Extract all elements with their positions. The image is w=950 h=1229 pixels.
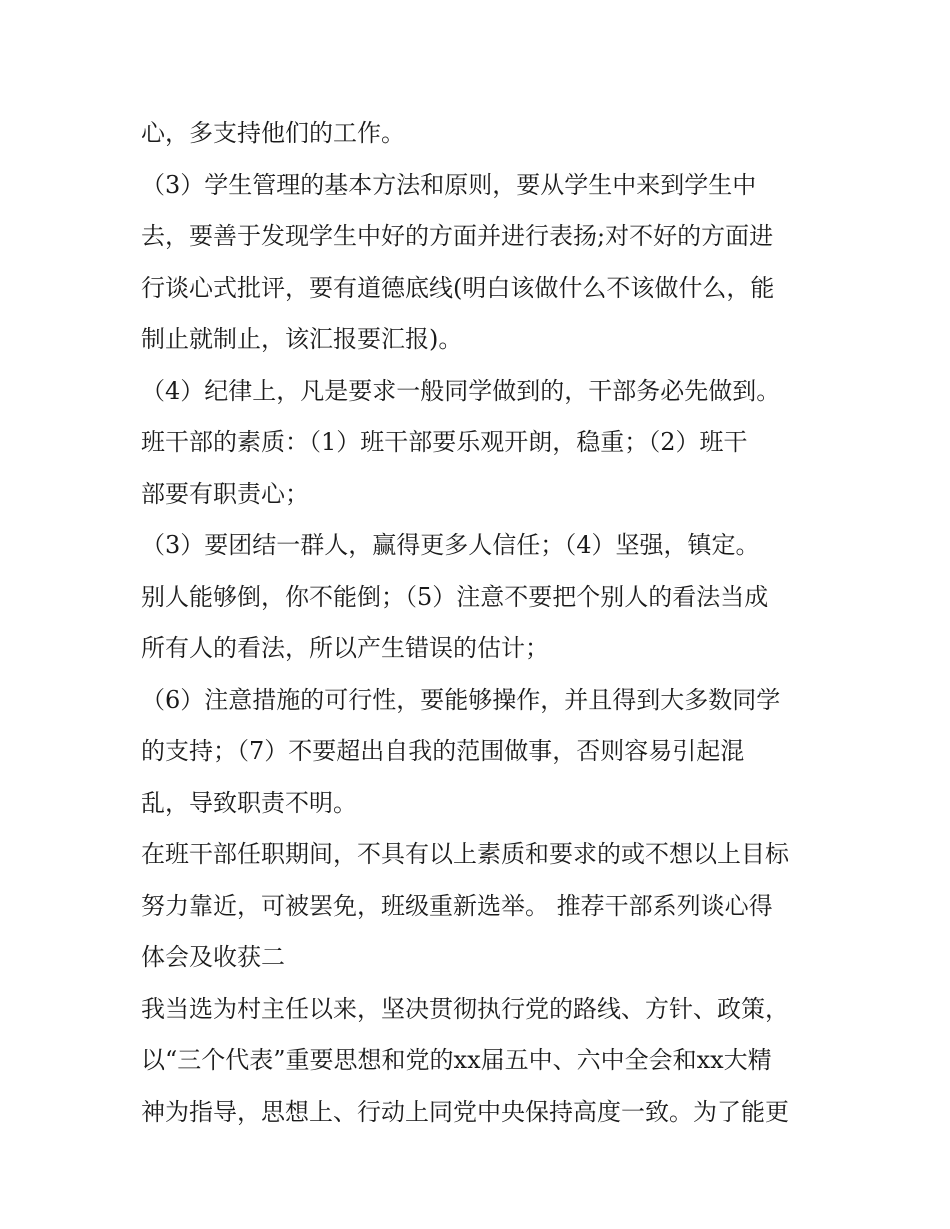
text-line: 所有人的看法，所以产生错误的估计； bbox=[141, 634, 549, 662]
text-line: 行谈心式批评，要有道德底线(明白该做什么不该做什么，能 bbox=[141, 273, 775, 302]
text-line: 神为指导，思想上、行动上同党中央保持高度一致。为了能更 bbox=[141, 1097, 789, 1126]
text-line: 乱，导致职责不明。 bbox=[141, 788, 357, 817]
text-line: 以“三个代表”重要思想和党的xx届五中、六中全会和xx大精 bbox=[141, 1046, 772, 1074]
text-line: （3）学生管理的基本方法和原则，要从学生中来到学生中 bbox=[141, 170, 757, 199]
text-line: 别人能够倒，你不能倒；（5）注意不要把个别人的看法当成 bbox=[141, 582, 769, 611]
text-line: 部要有职责心； bbox=[141, 479, 309, 508]
text-line: （3）要团结一群人，赢得更多人信任；（4）坚强，镇定。 bbox=[141, 531, 760, 559]
text-line: 班干部的素质：（1）班干部要乐观开朗，稳重；（2）班干 bbox=[141, 428, 748, 456]
text-line: （4）纪律上，凡是要求一般同学做到的，干部务必先做到。 bbox=[141, 376, 781, 405]
text-line: 制止就制止，该汇报要汇报)。 bbox=[141, 325, 463, 353]
text-line: 心，多支持他们的工作。 bbox=[141, 119, 405, 147]
text-line: 去，要善于发现学生中好的方面并进行表扬;对不好的方面进 bbox=[141, 222, 774, 250]
text-line: 体会及收获二 bbox=[141, 943, 285, 971]
text-line: 在班干部任职期间，不具有以上素质和要求的或不想以上目标 bbox=[141, 840, 789, 868]
text-line: （6）注意措施的可行性，要能够操作，并且得到大多数同学 bbox=[141, 685, 781, 714]
document-body bbox=[141, 108, 841, 1138]
text-line: 我当选为村主任以来，坚决贯彻执行党的路线、方针、政策， bbox=[141, 994, 789, 1023]
text-line: 努力靠近，可被罢免，班级重新选举。 推荐干部系列谈心得 bbox=[141, 891, 773, 920]
text-line: 的支持；（7）不要超出自我的范围做事，否则容易引起混 bbox=[141, 737, 745, 765]
